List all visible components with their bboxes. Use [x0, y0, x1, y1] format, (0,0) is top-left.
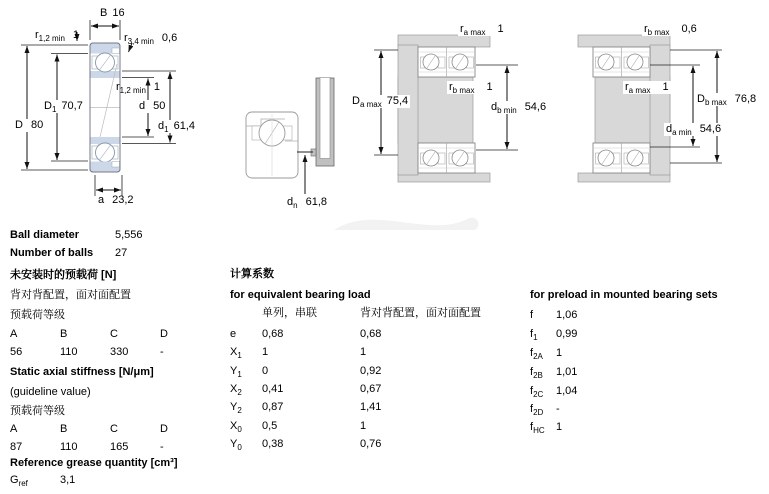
dim-subscript: n	[293, 201, 298, 210]
dim-subscript: a min	[672, 128, 692, 137]
dim-label-db	[489, 101, 548, 114]
dim-label-ra-right	[623, 81, 671, 94]
dim-subscript: b min	[497, 106, 517, 115]
dim-symbol: D	[352, 95, 360, 107]
factor-symbol: f	[530, 385, 534, 397]
factor-value-single: 0,5	[262, 420, 278, 432]
dim-label-dn	[287, 196, 327, 209]
spec-row-ball-diameter	[10, 229, 143, 242]
factor-value-single: 0,68	[262, 328, 284, 340]
dim-subscript: 1,2 min	[119, 86, 146, 95]
dim-subscript: 1	[51, 105, 57, 114]
bearing-set-drawing-right	[578, 35, 722, 182]
factor-symbol: e	[230, 328, 237, 340]
table-cell: 56	[10, 346, 23, 358]
factor-subscript: 2D	[533, 408, 544, 417]
factor-value-single: 1	[262, 346, 269, 358]
dim-label-a	[98, 194, 134, 207]
calc-col1-header: 单列，串联	[262, 307, 317, 319]
factor-subscript: 1	[237, 351, 242, 360]
dim-subscript: a max	[359, 100, 382, 109]
dim-symbol: r	[644, 23, 648, 35]
factor-subscript: HC	[533, 426, 545, 435]
preload-unmounted-header-row	[10, 328, 210, 341]
factor-symbol: f	[530, 403, 534, 415]
factor-value-paired: 0,68	[360, 328, 382, 340]
dim-label-r34	[124, 32, 177, 45]
calc-col2-header: 背对背配置，面对面配置	[360, 307, 481, 319]
factor-value: 1,06	[556, 309, 578, 321]
calc-row-X0	[230, 420, 367, 434]
factor-value: 1,01	[556, 366, 578, 378]
dim-value: 76,8	[734, 93, 757, 105]
factor-symbol: f	[530, 421, 534, 433]
factor-symbol: Y	[230, 365, 238, 377]
dim-value: 50	[153, 100, 166, 112]
spec-label: Number of balls	[10, 247, 94, 259]
table-cell: 87	[10, 441, 23, 453]
preload-unmounted-subtitle: 背对背配置，面对面配置	[10, 289, 131, 301]
dim-label-Da	[350, 95, 410, 108]
spec-value: 27	[115, 247, 128, 259]
column-header: D	[160, 328, 168, 340]
dim-value: 0,6	[681, 23, 697, 35]
factor-value-single: 0	[262, 365, 269, 377]
table-cell: 330	[110, 346, 129, 358]
dim-symbol: d	[158, 120, 165, 132]
dim-label-B	[100, 7, 125, 20]
factor-value: 1	[556, 421, 563, 433]
stiffness-class-label: 预载荷等级	[10, 405, 65, 417]
factor-symbol: f	[530, 347, 534, 359]
dim-symbol: r	[460, 23, 464, 35]
table-cell: -	[160, 441, 164, 453]
column-header: B	[60, 328, 68, 340]
dim-label-rb-right	[642, 23, 699, 36]
calc-row-e	[230, 328, 382, 341]
dim-label-d1	[156, 120, 197, 133]
dim-symbol: r	[625, 81, 629, 93]
preload-row-f2D	[530, 403, 560, 417]
preload-row-f2A	[530, 347, 563, 361]
factor-symbol: X	[230, 383, 238, 395]
spec-value: 5,556	[115, 229, 143, 241]
dim-symbol: D	[44, 100, 52, 112]
column-header: D	[160, 423, 168, 435]
dim-label-ra-left	[458, 23, 506, 36]
factor-value: 0,99	[556, 328, 578, 340]
dim-symbol: d	[491, 101, 498, 113]
factor-value-paired: 1	[360, 420, 367, 432]
factor-value: 1,04	[556, 385, 578, 397]
factor-value: -	[556, 403, 560, 415]
factor-value-single: 0,38	[262, 438, 284, 450]
dim-symbol: r	[124, 32, 128, 44]
dim-subscript: b max	[704, 98, 727, 107]
dim-subscript: b max	[647, 28, 670, 37]
factor-symbol: f	[530, 309, 534, 321]
corner-detail-drawing	[246, 78, 334, 195]
factor-value-paired: 0,67	[360, 383, 382, 395]
factor-symbol: Y	[230, 401, 238, 413]
stiffness-value-row	[10, 441, 210, 454]
dim-value: 61,4	[173, 120, 195, 132]
factor-value-paired: 0,76	[360, 438, 382, 450]
column-header: A	[10, 328, 18, 340]
dim-symbol: r	[116, 81, 120, 93]
dim-label-r12-top	[35, 29, 79, 42]
factor-value-paired: 1,41	[360, 401, 382, 413]
dim-label-r12-inner	[116, 81, 160, 94]
dim-symbol: d	[139, 100, 146, 112]
factor-value-single: 0,41	[262, 383, 284, 395]
factor-subscript: 2A	[533, 352, 543, 361]
grease-symbol: G	[10, 474, 19, 486]
calc-row-Y2	[230, 401, 382, 415]
stiffness-title: Static axial stiffness [N/μm]	[10, 366, 154, 378]
preload-factors-title: for preload in mounted bearing sets	[530, 289, 718, 301]
dim-value: 61,8	[305, 196, 327, 208]
dim-symbol: D	[15, 119, 23, 131]
dim-value: 54,6	[699, 123, 722, 135]
column-header: C	[110, 328, 118, 340]
column-header: A	[10, 423, 18, 435]
dim-subscript: a max	[463, 28, 486, 37]
table-cell: 110	[60, 441, 78, 453]
dim-label-da	[664, 123, 723, 136]
factor-value: 1	[556, 347, 563, 359]
grease-title: Reference grease quantity [cm³]	[10, 457, 178, 469]
dim-symbol: r	[449, 81, 453, 93]
dim-value: 1	[72, 29, 80, 41]
dim-symbol: d	[666, 123, 673, 135]
factor-symbol: f	[530, 366, 534, 378]
dim-value: 1	[486, 81, 493, 93]
table-cell: 165	[110, 441, 129, 453]
dim-label-d	[137, 100, 167, 113]
factor-value-single: 0,87	[262, 401, 284, 413]
preload-row-f2B	[530, 366, 578, 380]
factor-subscript: 0	[237, 443, 242, 452]
calc-factors-subtitle: for equivalent bearing load	[230, 289, 371, 301]
dim-value: 1	[662, 81, 669, 93]
grease-row	[10, 474, 76, 488]
preload-row-fHC	[530, 421, 563, 435]
dim-value: 1	[497, 23, 504, 35]
dim-label-Db	[695, 93, 758, 106]
dim-subscript: 3,4 min	[127, 37, 154, 46]
factor-symbol: X	[230, 346, 238, 358]
dim-subscript: 1	[164, 125, 169, 134]
factor-subscript: 0	[237, 425, 242, 434]
factor-subscript: 2	[237, 388, 242, 397]
dim-subscript: 1,2 min	[38, 34, 65, 43]
dim-value: 75,4	[386, 95, 409, 107]
factor-symbol: f	[530, 328, 534, 340]
factor-value-paired: 0,92	[360, 365, 382, 377]
dim-symbol: a	[98, 194, 105, 206]
factor-symbol: Y	[230, 438, 238, 450]
spec-label: Ball diameter	[10, 229, 80, 241]
factor-subscript: 1	[237, 370, 242, 379]
factor-subscript: 1	[533, 333, 538, 342]
preload-row-f2C	[530, 385, 578, 399]
dim-symbol: D	[697, 93, 705, 105]
table-cell: 110	[60, 346, 78, 358]
preload-unmounted-title: 未安装时的预载荷 [N]	[10, 269, 117, 281]
factor-subscript: 2C	[533, 390, 544, 399]
calc-row-Y0	[230, 438, 382, 452]
factor-subscript: 2	[237, 406, 242, 415]
dim-subscript: b max	[452, 86, 475, 95]
column-header: B	[60, 423, 68, 435]
table-cell: -	[160, 346, 164, 358]
watermark	[228, 224, 472, 230]
dim-value: 16	[112, 7, 125, 19]
calc-row-X2	[230, 383, 382, 397]
factor-symbol: X	[230, 420, 238, 432]
preload-unmounted-value-row	[10, 346, 210, 359]
dim-label-rb-left	[447, 81, 495, 94]
grease-value: 3,1	[60, 474, 76, 486]
dim-label-D	[13, 119, 45, 132]
preload-row-f	[530, 309, 578, 322]
preload-class-label: 预载荷等级	[10, 309, 65, 321]
dim-label-D1	[42, 100, 85, 113]
dim-subscript: a max	[628, 86, 651, 95]
dim-symbol: r	[35, 29, 39, 41]
dim-value: 70,7	[61, 100, 83, 112]
factor-subscript: 2B	[533, 371, 543, 380]
dim-value: 0,6	[161, 32, 178, 44]
stiffness-header-row	[10, 423, 210, 436]
dim-value: 54,6	[524, 101, 547, 113]
factor-value-paired: 1	[360, 346, 367, 358]
column-header: C	[110, 423, 118, 435]
grease-symbol-subscript: ref	[18, 479, 28, 488]
calc-factors-title: 计算系数	[230, 268, 274, 280]
preload-row-f1	[530, 328, 578, 342]
stiffness-subtitle: (guideline value)	[10, 386, 91, 398]
calc-row-X1	[230, 346, 367, 360]
spec-row-number-of-balls	[10, 247, 128, 260]
dim-value: 1	[153, 81, 161, 93]
dim-value: 80	[30, 119, 44, 131]
dim-symbol: B	[100, 7, 108, 19]
dim-value: 23,2	[112, 194, 134, 206]
calc-row-Y1	[230, 365, 382, 379]
dim-symbol: d	[287, 196, 294, 208]
